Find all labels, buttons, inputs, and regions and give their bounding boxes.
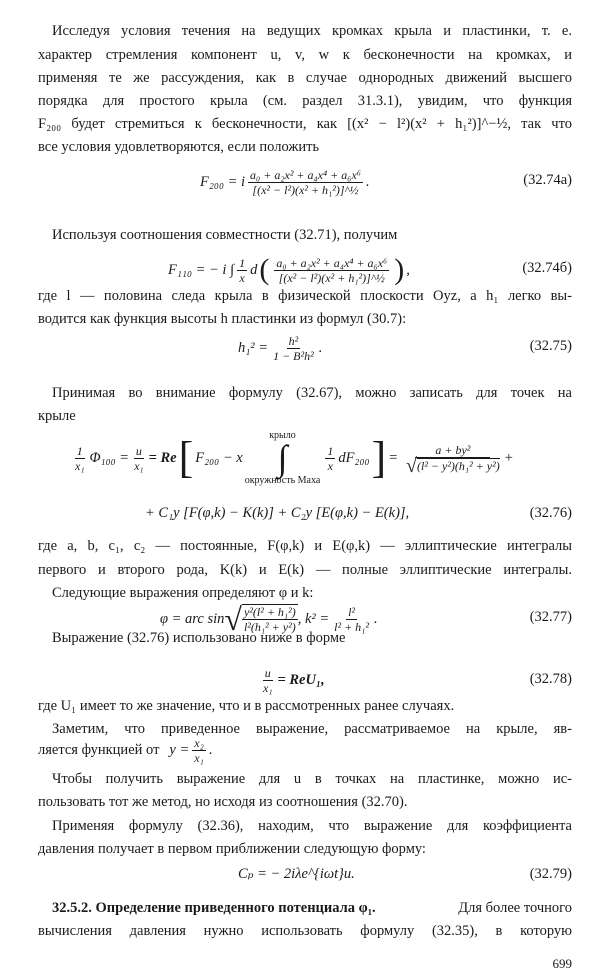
eq-plus: + (504, 449, 513, 466)
text-line: порядка для простого крыла (см. раздел 31.3.1), увидим, что функция (38, 93, 572, 109)
eq-numerator: a₀ + a₂x² + a₄x⁴ + a₆x⁶ (276, 255, 388, 270)
eq-punct: . (373, 610, 378, 627)
equation-number: (32.74а) (523, 172, 572, 188)
text-line: первого и второго рода, K(k) и E(k) — полные эллиптические интегралы. (38, 562, 572, 578)
eq-punct: . (208, 742, 213, 758)
text-line: F₂₀₀ будет стремиться к бесконечности, как [(x² − l²)(x² + h₁²)]^−½, так что (38, 116, 572, 132)
eq-numerator: u (264, 665, 271, 680)
eq-denominator: l²(h₁² + y²) (243, 620, 296, 634)
eq-denominator: x₁ (134, 458, 144, 473)
text-line: где a, b, c₁, c₂ — постоянные, F(φ,k) и E(φ,k) — эллиптические интегралы (38, 538, 572, 554)
text-line: Используя соотношения совместности (32.71), получим (52, 227, 398, 243)
integral-lower-limit: окружность Маха (244, 475, 321, 486)
text-fragment: ляется функцией от (38, 742, 160, 758)
equation-32-75 (238, 328, 322, 368)
section-heading: 32.5.2. Определение приведенного потенциала φ₁. (52, 900, 376, 916)
equation-32-76-line2: + C₁y [F(φ,k) − K(k)] + C₂y [E(φ,k) − E(k)], (145, 505, 410, 521)
page-number: 699 (552, 956, 572, 971)
integral-upper-limit: крыло (269, 430, 296, 441)
text-line: вычисления давления нужно использовать формулу (32.35), в которую (38, 923, 572, 939)
eq-equals: = (388, 449, 398, 466)
eq-differential: d (250, 261, 258, 278)
bracket-close: ] (371, 433, 387, 482)
eq-numerator: l² (348, 604, 356, 619)
eq-numerator: 1 (76, 443, 83, 458)
text-line: давления получает в первом приближении следующую форму: (38, 841, 426, 857)
eq-term: dF₂₀₀ (338, 449, 370, 466)
paren-open: ( (259, 253, 270, 286)
eq-punct: , (406, 261, 410, 278)
equation-32-74b (168, 250, 410, 290)
eq-denominator: x₁ (263, 680, 273, 695)
equation-number: (32.78) (529, 671, 572, 687)
equation-32-74a (200, 162, 370, 202)
eq-denominator: x₁ (194, 751, 204, 765)
eq-term: F₂₀₀ − x (195, 449, 243, 466)
equation-32-79: Cₚ = − 2iλe^{iωt}u. (238, 866, 355, 882)
text-line: где U₁ имеет то же значение, что и в рассмотренных ранее случаях. (38, 698, 455, 714)
eq-denominator: [(x² − l²)(x² + h₁²)]^½ (252, 182, 359, 197)
equation-number: (32.79) (529, 866, 572, 882)
equation-32-76 (70, 408, 513, 508)
equation-number: (32.77) (529, 609, 572, 625)
eq-denominator: l² + h₁² (334, 619, 369, 634)
sqrt-icon: √ (406, 454, 417, 477)
text-line: Чтобы получить выражение для u в точках на пластинке, можно ис- (52, 771, 572, 787)
text-line: Выражение (32.76) использовано ниже в форме (52, 630, 346, 646)
eq-denominator: (l² − y²)(h₁² + y²) (416, 459, 500, 473)
eq-lhs: y = (169, 742, 190, 758)
eq-lhs: h₁² = (238, 339, 269, 356)
text-line: все условия удовлетворяются, если положить (38, 139, 320, 155)
eq-re-operator: = Re (148, 449, 177, 466)
eq-denominator: x (239, 270, 245, 285)
text-line: пользовать тот же метод, но исходя из соотношения (32.70). (38, 794, 408, 810)
text-line: где l — половина следа крыла в физической плоскости Oyz, а h₁ легко вы- (38, 288, 572, 304)
equation-number: (32.76) (529, 505, 572, 521)
sqrt-icon: √ (224, 600, 242, 637)
text-line: крыле (38, 408, 76, 424)
bracket-open: [ (178, 433, 194, 482)
eq-denominator: [(x² − l²)(x² + h₁²)]^½ (278, 270, 385, 285)
eq-numerator: x₂ (194, 736, 204, 750)
text-line: характер стремления компонент u, v, w к бесконечности на кромках, и (38, 47, 572, 63)
eq-lhs: φ = arc sin (160, 610, 225, 627)
text-line: Исследуя условия течения на ведущих кромках крыла и пластинки, т. е. (52, 23, 572, 39)
eq-numerator: y²(l² + h₁²) (243, 605, 296, 619)
text-line-with-formula (38, 736, 212, 765)
eq-numerator: h² (288, 333, 299, 348)
eq-denominator: x₁ (75, 458, 85, 473)
eq-denominator: x (327, 458, 333, 473)
eq-numerator: 1 (327, 443, 334, 458)
eq-term: Φ₁₀₀ = (89, 449, 130, 466)
eq-denominator: 1 − B²h² (273, 348, 314, 363)
eq-numerator: 1 (239, 255, 246, 270)
text-line: Принимая во внимание формулу (32.67), можно записать для точек на (52, 385, 572, 401)
text-fragment: Для более точного (458, 900, 572, 916)
eq-lhs: F₁₁₀ = − i ∫ (168, 261, 235, 278)
eq-punct: . (365, 173, 370, 190)
equation-number: (32.74б) (522, 260, 572, 276)
eq-numerator: a + by² (415, 443, 490, 458)
integral-sign: ∫ (277, 438, 288, 478)
eq-lhs: F₂₀₀ = i (200, 173, 246, 190)
eq-numerator: a₀ + a₂x² + a₄x⁴ + a₆x⁶ (250, 167, 361, 182)
equation-32-78 (258, 662, 325, 698)
text-line: Следующие выражения определяют φ и k: (52, 585, 314, 601)
text-line: водится как функция высоты h пластинки из формул (30.7): (38, 311, 407, 327)
eq-punct: . (318, 339, 323, 356)
text-line: Заметим, что приведенное выражение, рассматриваемое на крыле, яв- (52, 721, 572, 737)
equation-number: (32.75) (529, 338, 572, 354)
text-line: применяя те же рассуждения, как в случае однородных движений высшего (38, 70, 572, 86)
paren-close: ) (394, 253, 405, 286)
section-heading-line (52, 899, 572, 917)
eq-term: , k² = (297, 610, 330, 627)
eq-rhs: = ReU₁, (277, 671, 325, 688)
text-line: Применяя формулу (32.36), находим, что выражение для коэффициента (52, 818, 572, 834)
eq-numerator: u (135, 443, 142, 458)
